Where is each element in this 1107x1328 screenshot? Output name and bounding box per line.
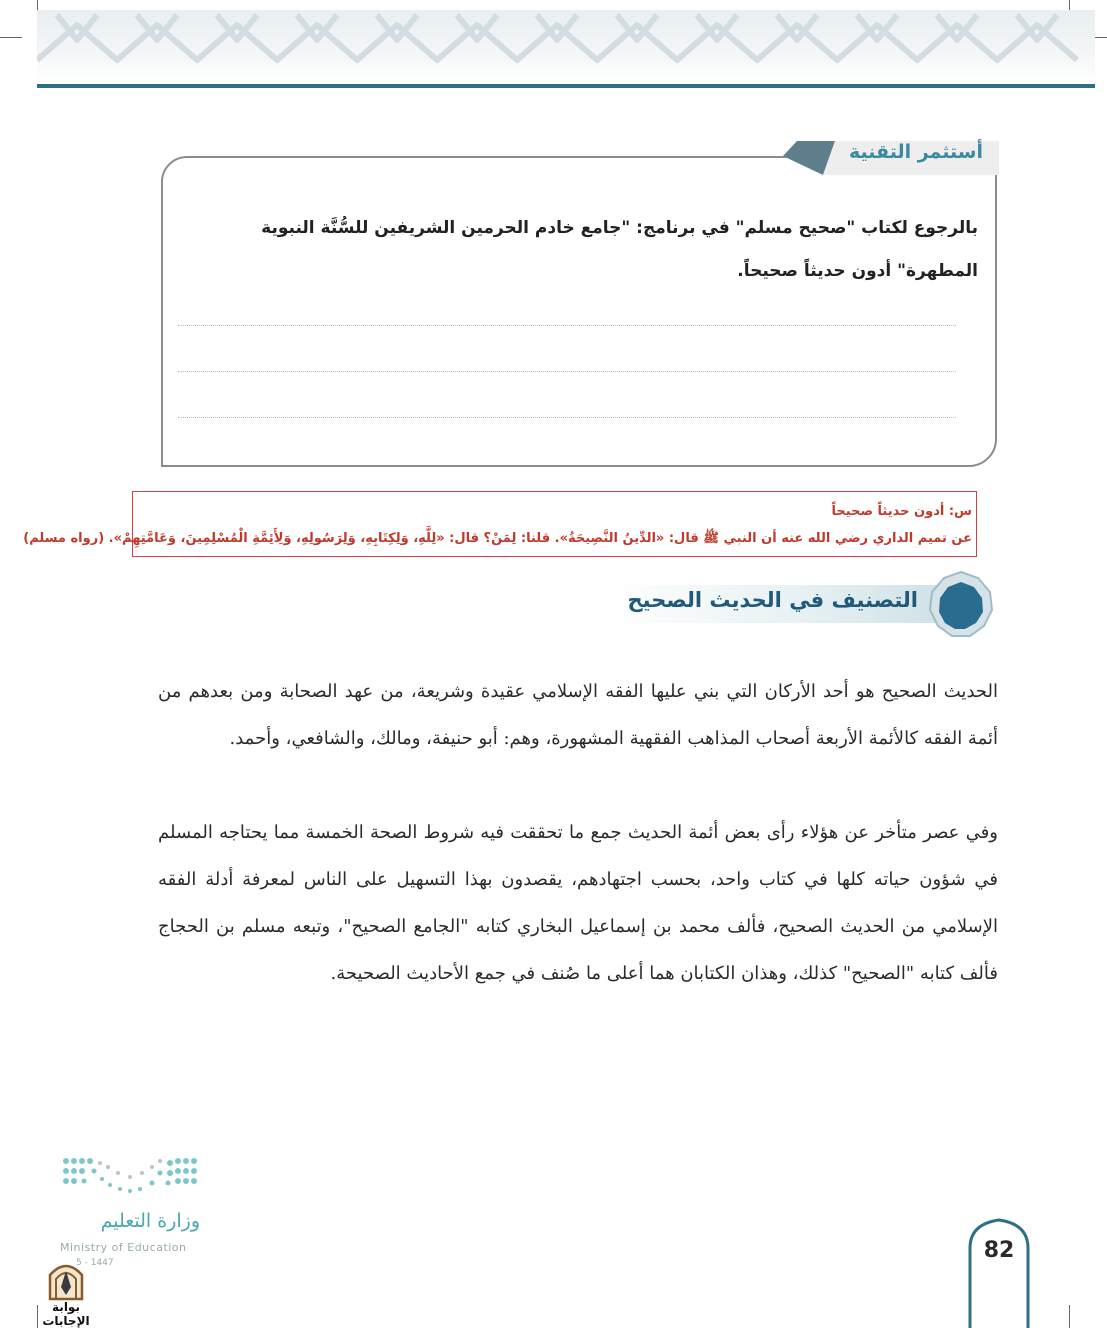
header-rule [37, 84, 1095, 88]
ministry-dots-logo-icon [60, 1155, 200, 1199]
arabesque-pattern-icon [37, 10, 1095, 84]
paragraph-2: وفي عصر متأخر عن هؤلاء رأى بعض أئمة الحديث جمع ما تحققت فيه شروط الصحة الخمسة مما يحتاجه المسلم في شؤون حياته كلها في كتاب واحد، بحسب اجتهادهم، يقصدون بهذا التسهيل على الناس لمعرفة أدلة الفقه الإسلامي من الحديث الصحيح، فألف محمد بن إسماعيل البخاري كتابه "الجامع الصحيح"، وتبعه مسلم بن الحجاج فألف كتابه "الصحيح" كذلك، وهذان الكتابان هما أعلى ما صُنف في جمع الأحاديث الصحيحة. [158, 822, 998, 984]
answers-gate-logo-icon [44, 1257, 88, 1301]
page-number-tab [968, 1218, 1030, 1328]
edition-year: 5 - 1447 [76, 1258, 114, 1268]
answer-question: س: أدون حديثاً صحيحاً [831, 504, 972, 519]
octagon-badge-icon [928, 570, 994, 638]
crop-mark [0, 37, 22, 38]
ministry-name-ar: وزارة التعليم [100, 1210, 200, 1232]
answer-line[interactable] [178, 417, 956, 418]
crop-mark [1069, 1305, 1070, 1328]
page-number: 82 [983, 1238, 1015, 1263]
paragraph-1: الحديث الصحيح هو أحد الأركان التي بني عليها الفقه الإسلامي عقيدة وشريعة، من عهد الصحابة ومن بعدهم من أئمة الفقه كالأئمة الأربعة أصحاب المذاهب الفقهية المشهورة، وهم: أبو حنيفة، ومالك، والشافعي، وأحمد. [158, 681, 998, 749]
activity-tab-label: أستثمر التقنية [849, 141, 983, 163]
section-title: التصنيف في الحديث الصحيح [627, 588, 918, 612]
ministry-name-en: Ministry of Education [60, 1241, 187, 1254]
answer-line[interactable] [178, 325, 956, 326]
answer-line[interactable] [178, 371, 956, 372]
header-pattern [37, 10, 1095, 84]
answer-text: عن تميم الداري رضي الله عنه أن النبي ﷺ قال: «الدِّينُ النَّصِيحَةُ». قلنا: لِمَنْ؟ قال: «لِلَّهِ، وَلِكِتَابِهِ، وَلِرَسُولِهِ، وَلِأَئِمَّةِ الْمُسْلِمِينَ، وَعَامَّتِهِمْ». (رواه مسلم) [23, 531, 972, 546]
activity-line-1: بالرجوع لكتاب "صحيح مسلم" في برنامج: "جامع خادم الحرمين الشريفين للسُّنَّة النبوية [261, 218, 978, 238]
activity-instructions [178, 207, 978, 293]
answer-box [23, 491, 977, 557]
activity-line-2: المطهرة" أدون حديثاً صحيحاً. [737, 261, 978, 281]
activity-box [161, 156, 997, 467]
site-name: بوابة الإجابات [42, 1300, 90, 1328]
